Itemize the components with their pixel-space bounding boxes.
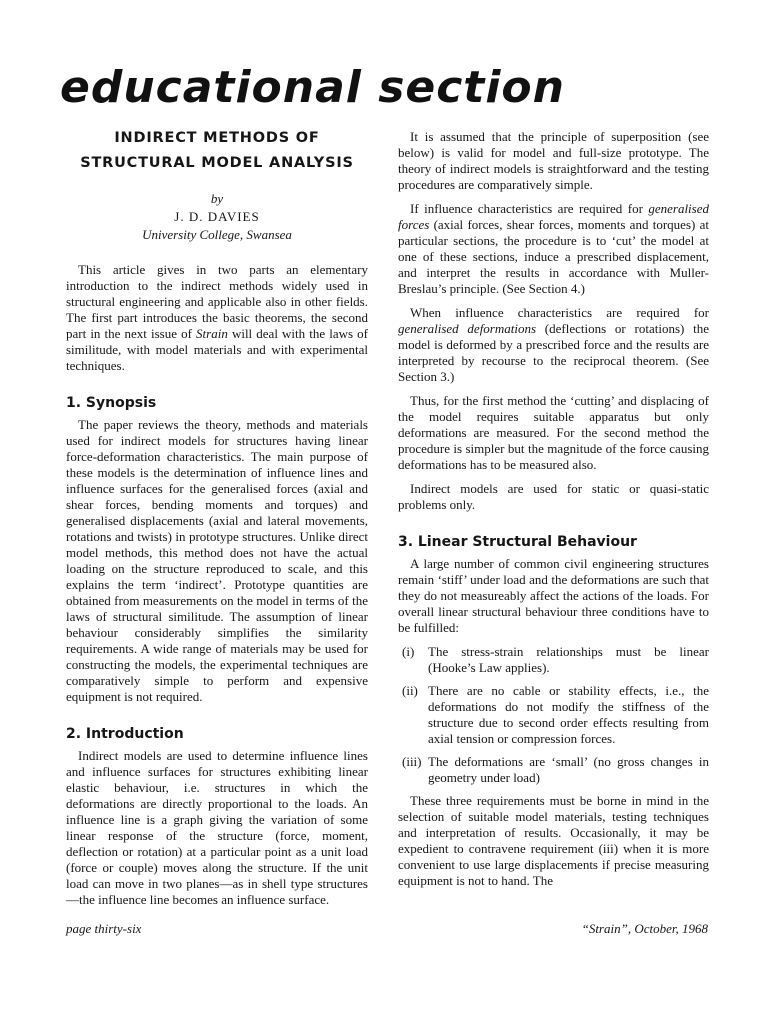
author-name: J. D. DAVIES (174, 209, 260, 224)
left-column (66, 126, 368, 908)
page-number: page thirty-six (66, 921, 142, 936)
paragraph-superposition: It is assumed that the principle of superposition (see below) is valid for model and full-size prototype. The theory of indirect models is straightforward and the testing procedures are comparatively simple. (398, 129, 709, 192)
paragraph-generalised-forces: If influence characteristics are required for generalised forces (axial forces, shear forces, moments and torques) at particular sections, the procedure is to ‘cut’ the model at one of these sections, induce a prescribed displacement, and interpret the results in accordance with Muller-Breslau’s principle. (See Section 4.) (398, 201, 709, 296)
condition-item (398, 644, 709, 676)
author-affiliation: University College, Swansea (142, 227, 292, 242)
condition-item (398, 754, 709, 786)
introduction-heading: 2. Introduction (66, 726, 184, 742)
paragraph-methods-compare: Thus, for the first method the ‘cutting’ and displacing of the model requires suitable apparatus but only deformations are measured. For the second method the procedure is simpler but the magnitude of the force causing deformations has to be measured also. (398, 393, 709, 472)
paragraph-static: Indirect models are used for static or quasi-static problems only. (398, 481, 709, 512)
journal-issue: “Strain”, October, 1968 (581, 921, 708, 936)
byline: by (210, 191, 224, 206)
condition-number: (i) (402, 644, 415, 659)
article-title (66, 126, 368, 176)
condition-text: The stress-strain relationships must be linear (Hooke’s Law applies). (428, 644, 709, 675)
linear-behaviour-heading: 3. Linear Structural Behaviour (398, 534, 637, 550)
section-header: educational section (60, 62, 565, 113)
synopsis-text: The paper reviews the theory, methods and materials used for indirect models for structures having linear force-deformation characteristics. The main purpose of these models is the determination of influence lines and influence surfaces for the generalised forces (axial and shear forces, bending moments and torques) and generalised displacements (axial and lateral movements, rotations and twists) in prototype structures. Unlike direct model methods, this method does not have the actual loading on the structure reproduced to scale, and this explains the term ‘indirect’. Prototype quantities are obtained from measurements on the model in terms of the laws of structural similitude. The assumption of linear behaviour considerably simplifies the similarity requirements. A wide range of materials may be used for constructing the models, the experimental techniques are comparatively simple to perform and expensive equipment is not required. (66, 417, 368, 704)
condition-text: There are no cable or stability effects, i.e., the deformations do not modify the stiffness of the structure due to second order effects resulting from axial tension or compression forces. (428, 683, 709, 746)
condition-item (398, 683, 709, 747)
linear-behaviour-intro: A large number of common civil engineering structures remain ‘stiff’ under load and the deformations are such that they do not measureably affect the actions of the loads. For overall linear structural behaviour three conditions have to be fulfilled: (398, 556, 709, 635)
synopsis-heading: 1. Synopsis (66, 395, 157, 411)
paragraph-generalised-deformations: When influence characteristics are required for generalised deformations (deflections or rotations) the model is deformed by a prescribed force and the results are interpreted by recourse to the reciprocal theorem. (See Section 3.) (398, 305, 709, 384)
right-column (398, 129, 709, 889)
abstract: This article gives in two parts an elementary introduction to the indirect methods widely used in structural engineering and applicable also in other fields. The first part introduces the basic theorems, the second part in the next issue of Strain will deal with the laws of similitude, with model materials and with experimental techniques. (66, 262, 368, 373)
condition-text: The deformations are ‘small’ (no gross changes in geometry under load) (428, 754, 709, 785)
title-line-1: INDIRECT METHODS OF (114, 130, 320, 146)
title-line-2: STRUCTURAL MODEL ANALYSIS (80, 155, 354, 171)
journal-name: Strain (196, 326, 228, 341)
condition-number: (iii) (402, 754, 422, 769)
condition-number: (ii) (402, 683, 418, 698)
linear-behaviour-closing: These three requirements must be borne in mind in the selection of suitable model materials, testing techniques and interpretation of results. Occasionally, it may be expedient to contravene requirement (iii) when it is more convenient to use large displacements if precise measuring equipment is not to hand. The (398, 793, 709, 888)
introduction-text: Indirect models are used to determine influence lines and influence surfaces for structures exhibiting linear elastic behaviour, i.e. structures in which the deformations are directly proportional to the loads. An influence line is a graph giving the variation of some linear response of the structure (force, moment, deflection or rotation) at a particular point as a unit load (force or couple) moves along the structure. If the unit load can move in two planes—as in shell type structures—the influence line becomes an influence surface. (66, 748, 368, 907)
